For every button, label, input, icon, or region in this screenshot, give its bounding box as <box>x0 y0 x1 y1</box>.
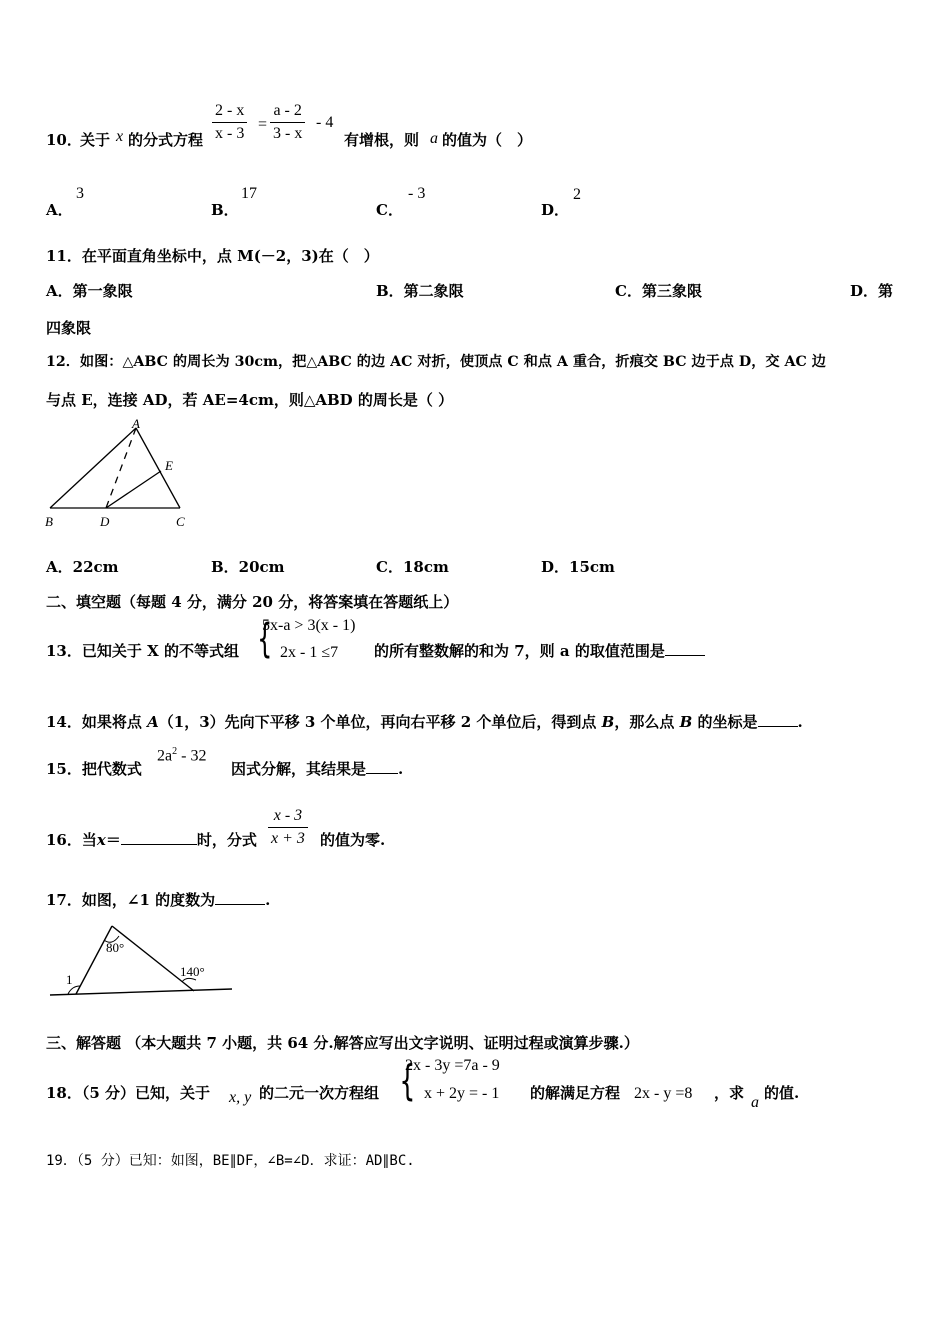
q10-rhs-num: a - 2 <box>270 100 305 123</box>
label-1: 1 <box>66 972 73 987</box>
label-e: E <box>165 458 173 473</box>
q18-vars: x, y <box>229 1089 252 1106</box>
q15-expr-exp: 2 <box>172 746 178 757</box>
q19-text: 19．（5 分）已知：如图，BE∥DF，∠B=∠D．求证：AD∥BC. <box>46 1153 415 1169</box>
label-a: A <box>132 416 140 431</box>
q12-triangle-figure <box>42 416 192 534</box>
q13-ineq1: 5x-a > 3(x - 1) <box>262 617 356 634</box>
q16-den: x + 3 <box>271 830 305 847</box>
q10-rhs-den: 3 - x <box>273 125 303 142</box>
q11-option-c: C．第三象限 <box>615 282 702 300</box>
q10-rhs-fraction <box>270 100 305 145</box>
q15-expr-base: 2a <box>157 747 173 765</box>
q10-text-a: 关于 <box>80 131 111 149</box>
q15-text-2 <box>231 758 403 779</box>
q10-option-c-label: C． <box>376 201 403 219</box>
q13-text-a: 13．已知关于 X 的不等式组 <box>46 642 239 660</box>
q18-brace: { <box>399 1056 416 1105</box>
q15-end: . <box>398 760 404 778</box>
q10-option-c-value: - 3 <box>408 185 426 202</box>
q10-lhs-den: x - 3 <box>215 125 245 142</box>
q10-lhs-fraction <box>212 100 247 145</box>
left-side <box>76 926 112 994</box>
q16-t2: ＝ <box>105 831 121 849</box>
q15-text-1: 15．把代数式 <box>46 760 142 778</box>
q14-t2: （1，3）先向下平移 3 个单位，再向右平移 2 个单位后，得到点 <box>158 713 597 731</box>
q16-fraction <box>268 805 308 850</box>
q18-text-5: 的值. <box>764 1084 800 1102</box>
q12-option-d: D．15cm <box>541 558 615 576</box>
label-b: B <box>45 514 53 529</box>
q10-option-d-label: D． <box>541 201 570 219</box>
q13-text-b <box>374 640 705 661</box>
label-140: 140° <box>180 964 205 979</box>
q17-end: . <box>265 891 271 909</box>
q16-num: x - 3 <box>268 805 308 828</box>
section2-heading: 二、填空题（每题 4 分，满分 20 分，将答案填在答题纸上） <box>46 593 459 611</box>
q10-option-d-value: 2 <box>573 186 581 203</box>
q16-answer-blank[interactable] <box>121 830 197 845</box>
q13-brace: { <box>257 616 273 662</box>
q10-text-d: 的值为（ ） <box>442 131 533 149</box>
q17-t1: 17．如图，∠1 的度数为 <box>46 891 216 909</box>
q18-eq2: x + 2y = - 1 <box>424 1085 500 1102</box>
q11-option-d: D．第 <box>850 282 894 300</box>
q15-expr-tail: - 32 <box>177 747 207 765</box>
q11-option-d-wrap: 四象限 <box>46 319 92 337</box>
q10-option-b-value: 17 <box>241 185 257 202</box>
q18-text-2: 的二元一次方程组 <box>259 1084 380 1102</box>
q14-t3: ，那么点 <box>614 713 675 731</box>
q18-var-a: a <box>751 1094 759 1111</box>
q14-t1: 如果将点 <box>81 713 142 731</box>
section3-heading: 三、解答题 （本大题共 7 小题，共 64 分.解答应写出文字说明、证明过程或演算步骤.） <box>46 1034 639 1052</box>
q18-text-3: 的解满足方程 <box>530 1084 621 1102</box>
label-80: 80° <box>106 940 125 955</box>
q10-rhs-tail: - 4 <box>316 114 334 131</box>
q10-option-a-value: 3 <box>76 185 84 202</box>
right-side <box>112 926 194 991</box>
q10-option-b-label: B． <box>211 201 239 219</box>
q18-eq1: 2x - 3y =7a - 9 <box>405 1057 500 1074</box>
q14-end: . <box>797 713 803 731</box>
q15-t2: 因式分解，其结果是 <box>231 760 367 778</box>
q15-answer-blank[interactable] <box>366 759 398 774</box>
q13-ineq2: 2x - 1 ≤7 <box>280 644 339 661</box>
q10-number: 10． <box>46 131 82 149</box>
q14-point-b2: B <box>679 713 693 731</box>
q16-text-1 <box>46 829 257 850</box>
q14-point-a: A <box>147 713 159 731</box>
label-d: D <box>100 514 110 529</box>
q15-expression <box>157 746 206 765</box>
q17-text <box>46 889 270 910</box>
q18-text-4: ，求 <box>714 1084 745 1102</box>
q14-line <box>46 711 803 732</box>
q16-t3: 时，分式 <box>196 831 257 849</box>
q18-eq3: 2x - y =8 <box>634 1085 693 1102</box>
q10-var-a: a <box>430 130 438 147</box>
q14-t4: 的坐标是 <box>697 713 758 731</box>
q12-option-b: B．20cm <box>211 558 285 576</box>
q18-text-1: 18．（5 分）已知，关于 <box>46 1084 211 1102</box>
q11-option-b: B．第二象限 <box>376 282 464 300</box>
q10-text-c: 有增根，则 <box>344 131 420 149</box>
q11-text: 11．在平面直角坐标中，点 M(－2，3)在（ ） <box>46 247 379 265</box>
q14-answer-blank[interactable] <box>758 712 798 727</box>
q13-answer-blank[interactable] <box>665 641 705 656</box>
q11-option-a: A．第一象限 <box>46 282 133 300</box>
label-c: C <box>176 514 185 529</box>
q12-line2: 与点 E，连接 AD，若 AE=4cm，则△ABD 的周长是（ ） <box>46 391 454 409</box>
q12-option-c: C．18cm <box>376 558 449 576</box>
q17-angle-figure <box>46 920 236 1000</box>
q16-t4: 的值为零. <box>320 831 386 849</box>
q10-text-b: 的分式方程 <box>128 131 204 149</box>
q16-t1: 16．当 <box>46 831 97 849</box>
q10-var-x: x <box>116 128 124 145</box>
figure-background <box>42 416 192 534</box>
q12-option-a: A．22cm <box>46 558 119 576</box>
q17-answer-blank[interactable] <box>215 890 265 905</box>
q14-point-b: B <box>601 713 615 731</box>
q14-number: 14． <box>46 713 82 731</box>
q10-option-a-label: A． <box>46 201 73 219</box>
q13-text-b-content: 的所有整数解的和为 7，则 a 的取值范围是 <box>374 642 665 660</box>
q12-line1: 12．如图：△ABC 的周长为 30cm，把△ABC 的边 AC 对折，使顶点 C 和点 A 重合，折痕交 BC 边于点 D，交 AC 边 <box>46 354 826 370</box>
q10-eq: = <box>258 116 268 133</box>
q10-lhs-num: 2 - x <box>212 100 247 123</box>
q16-var-x: x <box>96 831 106 849</box>
